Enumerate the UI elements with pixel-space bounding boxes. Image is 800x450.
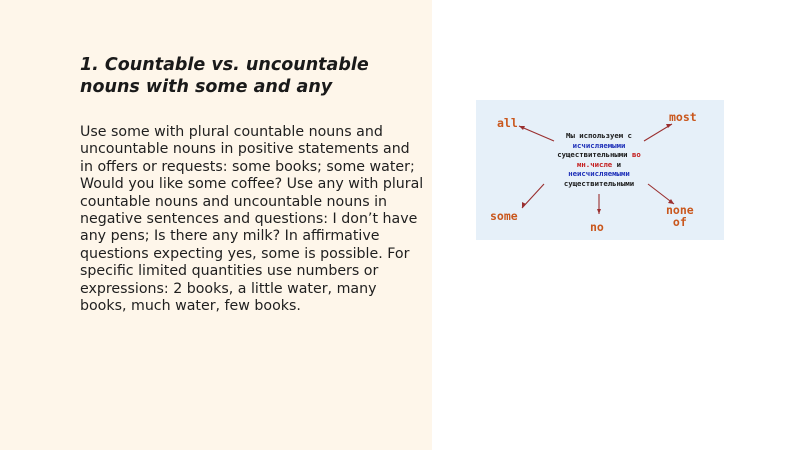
center-text-line — [534, 131, 664, 141]
word-of: of — [672, 215, 687, 229]
center-text-line — [534, 141, 664, 151]
center-text-fragment: и — [612, 159, 621, 169]
center-text-fragment: во — [631, 150, 641, 159]
word-none: none — [666, 203, 694, 217]
diagram-center-text — [534, 131, 664, 188]
arrowhead-no — [597, 209, 601, 214]
center-text-line — [534, 179, 664, 189]
center-text-fragment: существительными — [557, 150, 632, 159]
quantifier-diagram — [476, 100, 724, 240]
center-text-fragment: Мы используем с — [566, 131, 632, 140]
center-text-fragment: существительными — [563, 178, 635, 188]
center-text-line — [534, 160, 664, 170]
word-no: no — [590, 220, 604, 234]
word-most: most — [669, 110, 697, 124]
center-text-line — [534, 150, 664, 160]
center-text-line — [534, 169, 664, 179]
slide-body-text: Use some with plural countable nouns and uncountable nouns in positive statements and in offers or requests: some books; some water; Would you like some coffee? Use any with plural countable nouns and uncountable nouns in negative sentences and questions: I don’t have any pens; Is there any milk? In affirmative questions expecting yes, some is possible. For specific limited quantities use numbers or expressions: 2 books, a little water, many books, much water, few books. — [80, 124, 424, 315]
center-text-fragment: неисчисляемыми — [568, 169, 630, 178]
word-some: some — [490, 209, 518, 223]
slide-title: 1. Countable vs. uncountable nouns with some and any — [80, 55, 369, 97]
word-all: all — [497, 116, 518, 130]
word-none-of — [666, 204, 694, 228]
center-text-fragment: исчисляемыми — [572, 140, 626, 150]
center-text-fragment: мн.числе — [577, 159, 613, 169]
